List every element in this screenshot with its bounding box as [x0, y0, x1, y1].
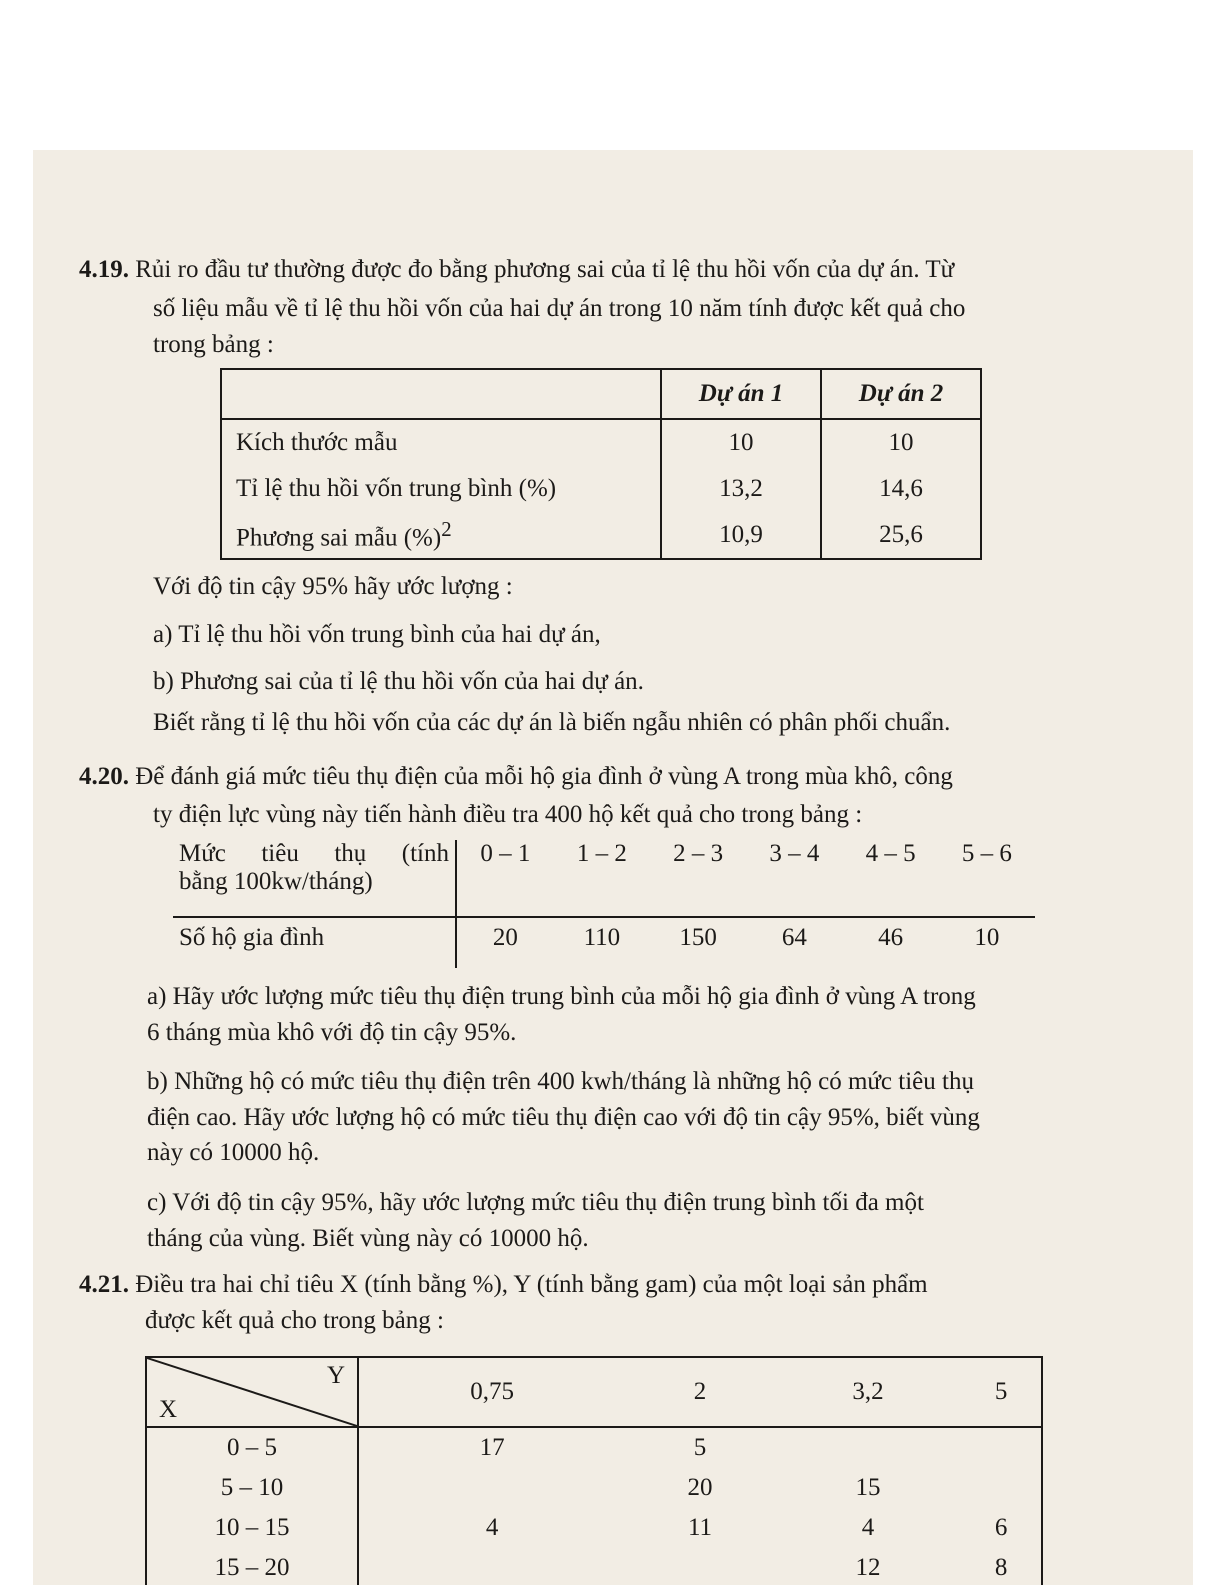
exercise-text: Điều tra hai chỉ tiêu X (tính bằng %), Y (tính bằng gam) của một loại sản phẩm: [135, 1271, 928, 1298]
exercise-4-19-line-3: trong bảng :: [153, 331, 274, 358]
x-label: X: [159, 1396, 178, 1423]
row-label: Mức tiêu thụ (tính bằng 100kw/tháng): [173, 840, 456, 917]
cell-value: 5: [693, 1434, 707, 1461]
row-value: 10: [821, 419, 981, 466]
exercise-number: 4.19.: [79, 256, 129, 283]
cell-value: 6: [994, 1514, 1008, 1541]
exercise-4-20-line-1: [79, 760, 953, 794]
interval-cell: 5 – 6: [939, 840, 1035, 917]
interval-cell: 0 – 1: [456, 840, 554, 917]
question-b: b) Phương sai của tỉ lệ thu hồi vốn của hai dự án.: [153, 668, 644, 695]
question-a-line-2: 6 tháng mùa khô với độ tin cậy 95%.: [147, 1019, 517, 1046]
consumption-table: [173, 840, 1035, 968]
table-header-row: [221, 369, 981, 419]
question-b-line-1: b) Những hộ có mức tiêu thụ điện trên 400 kwh/tháng là những hộ có mức tiêu thụ: [147, 1068, 974, 1095]
table-row: [146, 1508, 1042, 1548]
question-c-line-2: tháng của vùng. Biết vùng này có 10000 hộ.: [147, 1225, 589, 1252]
empty-header-cell: [221, 369, 661, 419]
cell-value: [358, 1468, 625, 1508]
row-label: Phương sai mẫu (%)$^2$: [221, 512, 661, 559]
row-label: Số hộ gia đình: [173, 917, 456, 968]
question-a-line-1: a) Hãy ước lượng mức tiêu thụ điện trung bình của mỗi hộ gia đình ở vùng A trong: [147, 983, 976, 1010]
interval-cell: 4 – 5: [842, 840, 938, 917]
cell-value: 12: [855, 1554, 881, 1581]
interval-cell: 2 – 3: [650, 840, 746, 917]
cell-value: [775, 1427, 962, 1468]
question-c-line-1: c) Với độ tin cậy 95%, hãy ước lượng mức tiêu thụ điện trung bình tối đa một: [147, 1189, 924, 1216]
x-interval: 10 – 15: [146, 1508, 358, 1548]
table-row: [221, 512, 981, 559]
y-column-header: 5: [961, 1357, 1042, 1427]
corner-cell: [146, 1357, 358, 1427]
y-column-header: 3,2: [775, 1357, 962, 1427]
cell-value: 4: [485, 1514, 499, 1541]
y-column-header: 2: [625, 1357, 774, 1427]
table-header-row: [146, 1357, 1042, 1427]
table-row: [146, 1548, 1042, 1585]
x-interval: 5 – 10: [146, 1468, 358, 1508]
table-row: [221, 466, 981, 512]
projects-table: [220, 368, 982, 560]
exercise-4-19-line-2: số liệu mẫu về tỉ lệ thu hồi vốn của hai dự án trong 10 năm tính được kết quả cho: [153, 295, 966, 322]
x-interval: 15 – 20: [146, 1548, 358, 1585]
cell-value: [358, 1548, 625, 1585]
cell-value: 17: [479, 1434, 505, 1461]
row-value: 10: [661, 419, 821, 466]
diagonal-line: [147, 1358, 357, 1426]
cell-value: 11: [687, 1514, 713, 1541]
table-row: [146, 1468, 1042, 1508]
exercise-note: Biết rằng tỉ lệ thu hồi vốn của các dự án là biến ngẫu nhiên có phân phối chuẩn.: [153, 709, 951, 736]
question-intro: Với độ tin cậy 95% hãy ước lượng :: [153, 573, 513, 600]
y-label: Y: [326, 1362, 345, 1389]
count-cell: 10: [974, 924, 1000, 951]
cell-value: 8: [994, 1554, 1008, 1581]
cell-value: [961, 1468, 1042, 1508]
question-a: a) Tỉ lệ thu hồi vốn trung bình của hai dự án,: [153, 621, 601, 648]
interval-cell: 1 – 2: [554, 840, 650, 917]
cell-value: 20: [687, 1474, 713, 1501]
x-interval: 0 – 5: [146, 1427, 358, 1468]
question-b-line-2: điện cao. Hãy ước lượng hộ có mức tiêu thụ điện cao với độ tin cậy 95%, biết vùng: [147, 1104, 980, 1131]
table-row: [173, 917, 1035, 968]
row-label: Tỉ lệ thu hồi vốn trung bình (%): [221, 466, 661, 512]
row-value: 25,6: [821, 512, 981, 559]
count-cell: 64: [781, 924, 807, 951]
interval-cell: 3 – 4: [746, 840, 842, 917]
table-row: [173, 840, 1035, 917]
row-value: 10,9: [661, 512, 821, 559]
row-value: 13,2: [661, 466, 821, 512]
count-cell: 150: [679, 924, 717, 951]
count-cell: 46: [878, 924, 904, 951]
exercise-4-19-line-1: [79, 253, 954, 287]
question-b-line-3: này có 10000 hộ.: [147, 1139, 320, 1166]
table-row: [146, 1427, 1042, 1468]
count-cell: 20: [492, 924, 518, 951]
exercise-4-20-line-2: ty điện lực vùng này tiến hành điều tra 400 hộ kết quả cho trong bảng :: [153, 801, 863, 828]
xy-table: [145, 1356, 1043, 1585]
row-label: Kích thước mẫu: [221, 419, 661, 466]
exercise-text: Rủi ro đầu tư thường được đo bằng phương sai của tỉ lệ thu hồi vốn của dự án. Từ: [135, 256, 955, 283]
textbook-page: [33, 150, 1193, 1585]
y-column-header: 0,75: [358, 1357, 625, 1427]
count-cell: 110: [583, 924, 621, 951]
table-row: [221, 419, 981, 466]
cell-value: 4: [861, 1514, 875, 1541]
row-value: 14,6: [821, 466, 981, 512]
exercise-number: 4.20.: [79, 763, 129, 790]
exercise-4-21-line-2: được kết quả cho trong bảng :: [145, 1307, 444, 1334]
exercise-number: 4.21.: [79, 1271, 129, 1298]
cell-value: [961, 1427, 1042, 1468]
exercise-4-21-line-1: [79, 1268, 928, 1302]
header-project-2: Dự án 2: [821, 369, 981, 419]
exercise-text: Để đánh giá mức tiêu thụ điện của mỗi hộ gia đình ở vùng A trong mùa khô, công: [135, 763, 953, 790]
header-project-1: Dự án 1: [661, 369, 821, 419]
superscript: 2: [441, 517, 452, 542]
cell-value: [625, 1548, 774, 1585]
cell-value: 15: [855, 1474, 881, 1501]
